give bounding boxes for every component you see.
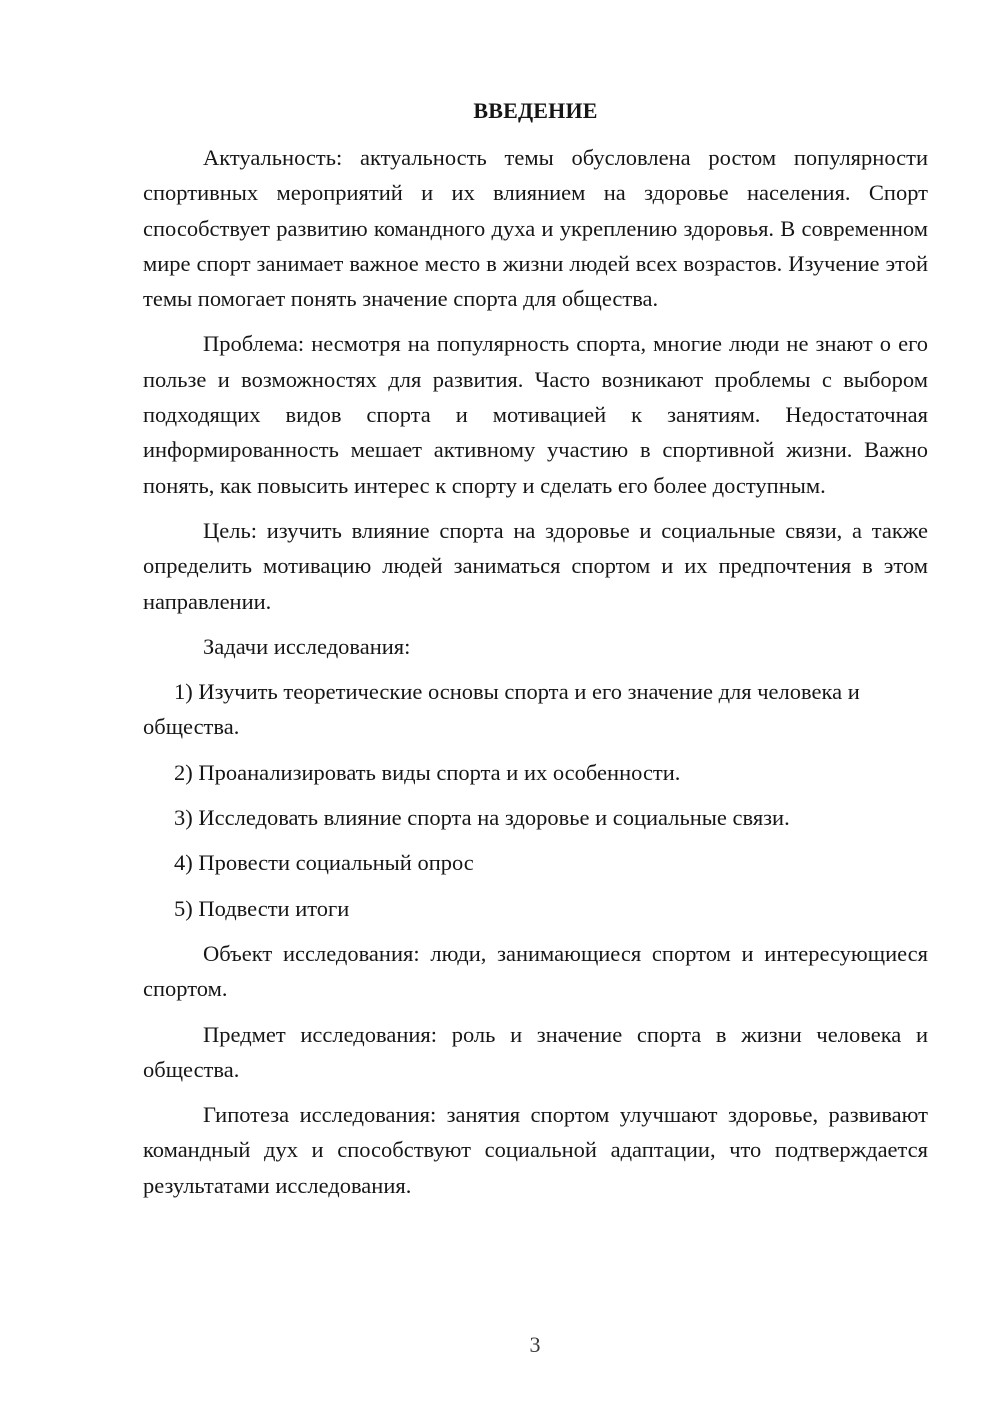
paragraph-goal: Цель: изучить влияние спорта на здоровье и социальные связи, а также определить мотивацию людей заниматься спортом и их предпочтения в этом направлении. xyxy=(143,517,928,614)
paragraph-object: Объект исследования: люди, занимающиеся спортом и интересующиеся спортом. xyxy=(143,940,928,1002)
task-item-5: 5) Подвести итоги xyxy=(174,895,350,921)
task-item-4: 4) Провести социальный опрос xyxy=(174,850,474,876)
paragraph-relevance: Актуальность: актуальность темы обусловлена ростом популярности спортивных мероприятий и их влиянием на здоровье населения. Спорт способствует развитию командного духа и укреплению здоровья. В современном мире спорт занимает важное место в жизни людей всех возрастов. Изучение этой темы помогает понять значение спорта для общества. xyxy=(143,145,928,312)
task-item-1: 1) Изучить теоретические основы спорта и его значение для человека и общества. xyxy=(143,679,860,740)
paragraph-subject: Предмет исследования: роль и значение спорта в жизни человека и общества. xyxy=(143,1021,928,1082)
page-number: 3 xyxy=(529,1332,541,1357)
paragraph-problem: Проблема: несмотря на популярность спорта, многие люди не знают о его пользе и возможностях для развития. Часто возникают проблемы с выбором подходящих видов спорта и мотивацией к занятиям. Недостаточная информированность мешает активному участию в спортивной жизни. Важно понять, как повысить интерес к спорту и сделать его более доступным. xyxy=(143,331,928,498)
task-item-2: 2) Проанализировать виды спорта и их особенности. xyxy=(174,759,681,785)
paragraph-tasks-heading: Задачи исследования: xyxy=(203,633,411,659)
page-content xyxy=(143,94,928,1213)
page-title: ВВЕДЕНИЕ xyxy=(473,98,598,123)
paragraph-hypothesis: Гипотеза исследования: занятия спортом улучшают здоровье, развивают командный дух и способствуют социальной адаптации, что подтверждается результатами исследования. xyxy=(143,1102,928,1198)
task-item-3: 3) Исследовать влияние спорта на здоровье и социальные связи. xyxy=(174,805,790,831)
